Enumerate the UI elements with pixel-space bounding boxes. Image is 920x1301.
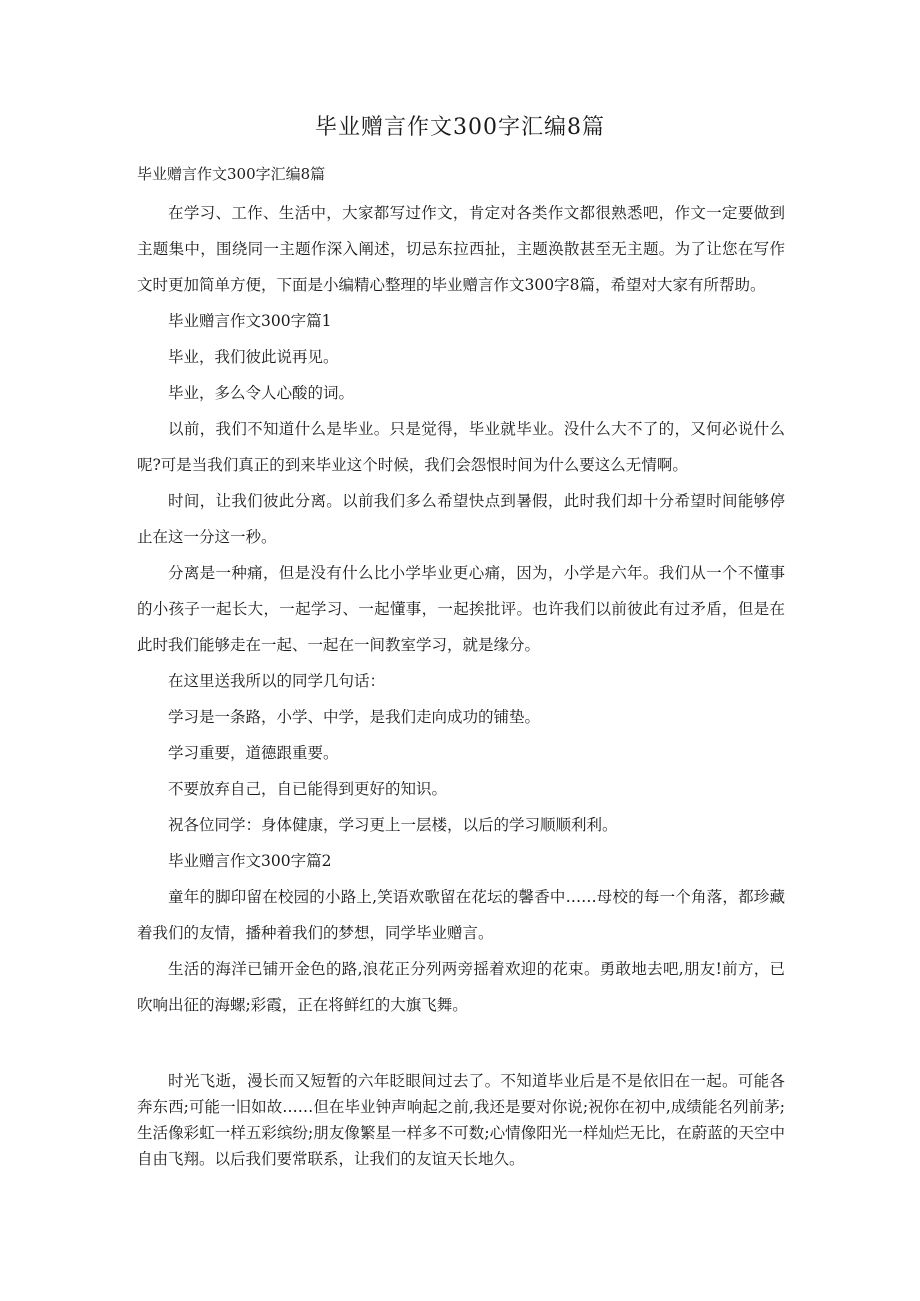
paragraph: 在这里送我所以的同学几句话： [168,672,386,690]
paragraph: 学习重要，道德跟重要。 [168,744,339,762]
paragraph: 生活的海洋已铺开金色的路,浪花正分列两旁摇着欢迎的花束。勇敢地去吧,朋友!前方，已吹响出征的海螺;彩霞，正在将鲜红的大旗飞舞。 [137,960,785,1014]
intro-paragraph: 在学习、工作、生活中，大家都写过作文，肯定对各类作文都很熟悉吧，作文一定要做到主题集中，围绕同一主题作深入阐述，切忌东拉西扯，主题涣散甚至无主题。为了让您在写作文时更加简单方便，下面是小编精心整理的毕业赠言作文300字8篇，希望对大家有所帮助。 [137,204,785,294]
closing-paragraph: 时光飞逝，漫长而又短暂的六年眨眼间过去了。不知道毕业后是不是依旧在一起。可能各奔东西;可能一旧如故……但在毕业钟声响起之前,我还是要对你说;祝你在初中,成绩能名列前茅;生活像彩虹一样五彩缤纷;朋友像繁星一样多不可数;心情像阳光一样灿烂无比，在蔚蓝的天空中自由飞翔。以后我们要常联系，让我们的友谊天长地久。 [137,1072,785,1168]
document-body [137,195,785,1023]
document-subtitle: 毕业赠言作文300字汇编8篇 [137,165,326,183]
closing-paragraph-block [137,1068,785,1172]
paragraph: 以前，我们不知道什么是毕业。只是觉得，毕业就毕业。没什么大不了的，又何必说什么呢?可是当我们真正的到来毕业这个时候，我们会怨恨时间为什么要这么无情啊。 [137,420,785,474]
paragraph: 毕业，我们彼此说再见。 [168,348,339,366]
paragraph: 学习是一条路，小学、中学，是我们走向成功的铺垫。 [168,708,541,726]
paragraph: 祝各位同学：身体健康，学习更上一层楼，以后的学习顺顺利利。 [168,816,618,834]
paragraph: 童年的脚印留在校园的小路上,笑语欢歌留在花坛的馨香中……母校的每一个角落，都珍藏着我们的友情，播种着我们的梦想，同学毕业赠言。 [137,888,785,942]
section-heading-2: 毕业赠言作文300字篇2 [168,852,332,870]
paragraph: 分离是一种痛，但是没有什么比小学毕业更心痛，因为，小学是六年。我们从一个不懂事的小孩子一起长大，一起学习、一起懂事，一起挨批评。也许我们以前彼此有过矛盾，但是在此时我们能够走在一起、一起在一间教室学习，就是缘分。 [137,564,785,654]
section-heading-1: 毕业赠言作文300字篇1 [168,312,332,330]
paragraph: 毕业，多么令人心酸的词。 [168,384,355,402]
paragraph: 时间，让我们彼此分离。以前我们多么希望快点到暑假，此时我们却十分希望时间能够停止在这一分这一秒。 [137,492,785,546]
paragraph: 不要放弃自己，自已能得到更好的知识。 [168,780,448,798]
document-title: 毕业赠言作文300字汇编8篇 [315,115,605,140]
